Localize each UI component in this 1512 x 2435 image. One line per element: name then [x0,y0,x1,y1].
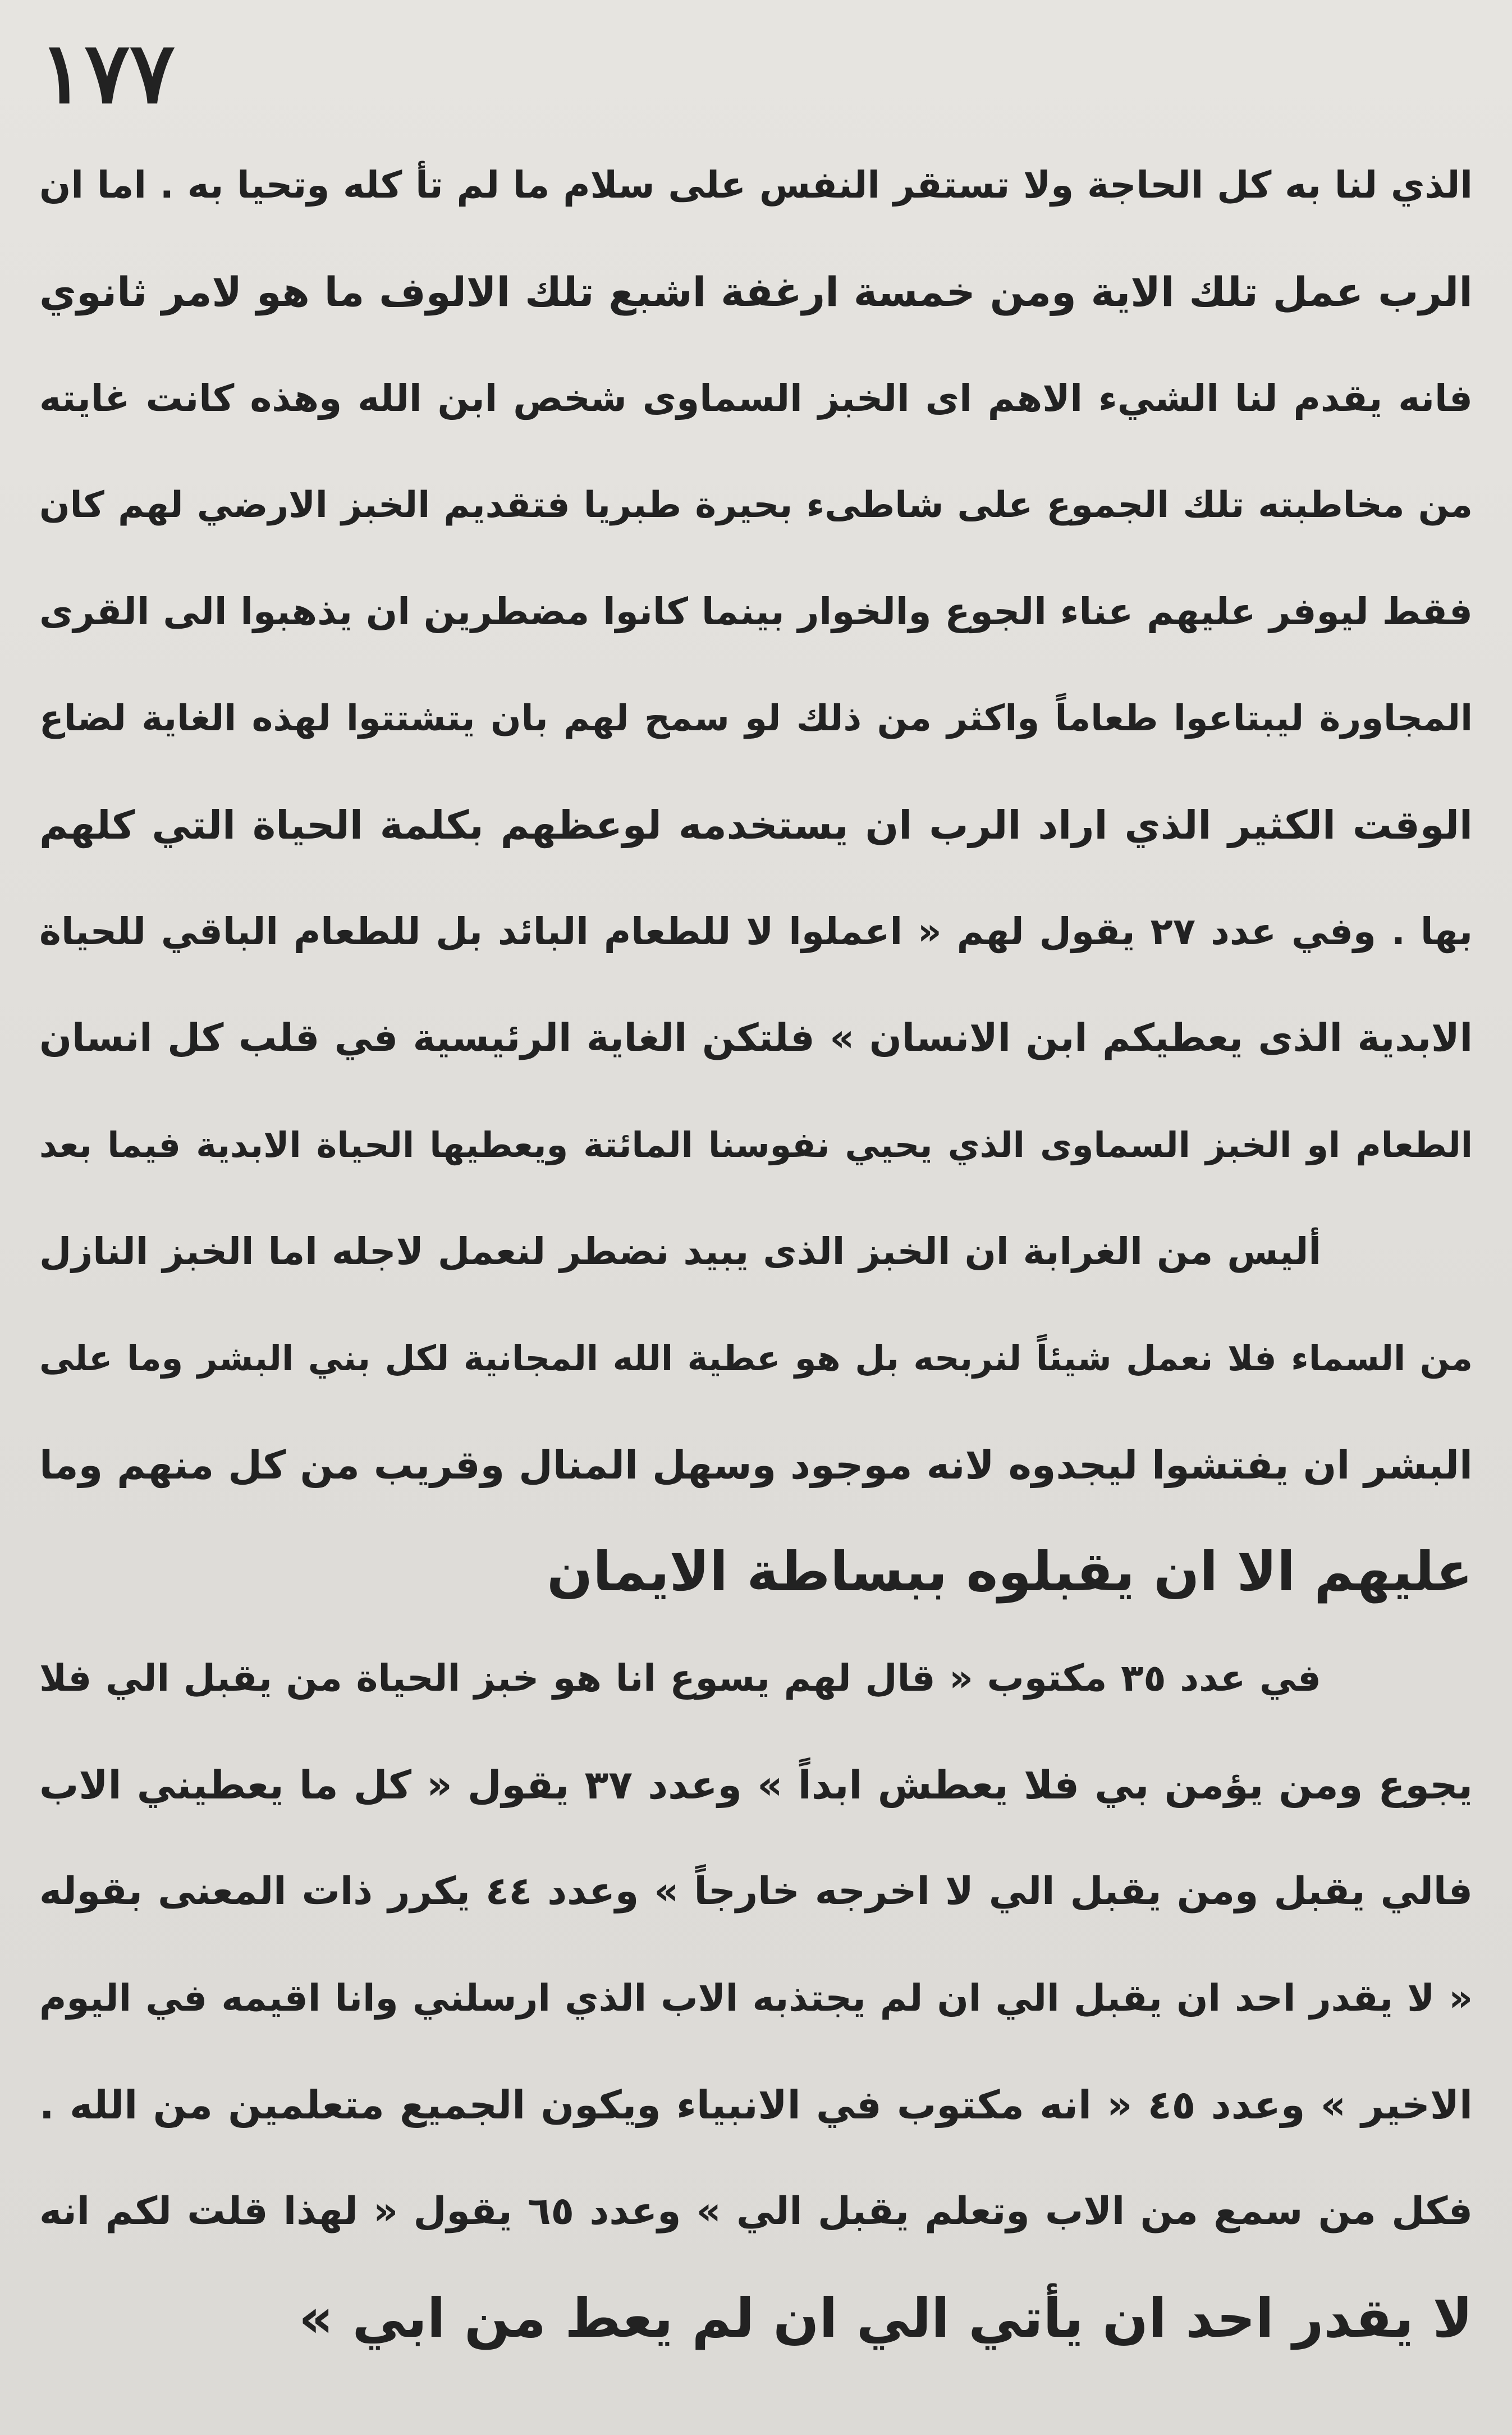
text-line: الذي لنا به كل الحاجة ولا تستقر النفس على سلام ما لم تأ كله وتحيا به . اما ان [39,163,1473,207]
text-line: « لا يقدر احد ان يقبل الي ان لم يجتذبه الاب الذي ارسلني وانا اقيمه في اليوم [39,1976,1473,2020]
text-line: فالي يقبل ومن يقبل الي لا اخرجه خارجاً » وعدد ٤٤ يكرر ذات المعنى بقوله [39,1869,1473,1914]
text-line: في عدد ٣٥ مكتوب « قال لهم يسوع انا هو خبز الحياة من يقبل الي فلا [39,1656,1321,1700]
text-line: فانه يقدم لنا الشيء الاهم اى الخبز السماوى شخص ابن الله وهذه كانت غايته [39,377,1473,420]
page-number: ١٧٧ [39,24,175,122]
text-line: من مخاطبته تلك الجموع على شاطىء بحيرة طبريا فتقديم الخبز الارضي لهم كان [39,484,1473,526]
text-line: المجاورة ليبتاعوا طعاماً واكثر من ذلك لو سمح لهم بان يتشتتوا لهذه الغاية لضاع [39,698,1473,739]
text-line: بها . وفي عدد ٢٧ يقول لهم « اعملوا لا للطعام البائد بل للطعام الباقي للحياة [39,910,1473,953]
text-line: البشر ان يفتشوا ليجدوه لانه موجود وسهل المنال وقريب من كل منهم وما [39,1442,1473,1488]
text-line: لا يقدر احد ان يأتي الي ان لم يعط من ابي » [299,2287,1473,2350]
text-line: من السماء فلا نعمل شيئاً لنربحه بل هو عطية الله المجانية لكل بني البشر وما على [39,1338,1473,1379]
text-line: عليهم الا ان يقبلوه ببساطة الايمان [547,1540,1473,1603]
text-line: أليس من الغرابة ان الخبز الذى يبيد نضطر لنعمل لاجله اما الخبز النازل [39,1230,1321,1273]
text-line: فكل من سمع من الاب وتعلم يقبل الي » وعدد ٦٥ يقول « لهذا قلت لكم انه [39,2189,1473,2233]
text-line: الطعام او الخبز السماوى الذي يحيي نفوسنا المائتة ويعطيها الحياة الابدية فيما بعد [39,1124,1473,1165]
body-text [39,132,1473,2372]
text-line: فقط ليوفر عليهم عناء الجوع والخوار بينما كانوا مضطرين ان يذهبوا الى القرى [39,590,1473,633]
text-line: الرب عمل تلك الاية ومن خمسة ارغفة اشبع تلك الالوف ما هو لامر ثانوي [39,268,1473,315]
text-line: الابدية الذى يعطيكم ابن الانسان » فلتكن الغاية الرئيسية في قلب كل انسان [39,1016,1473,1060]
text-line: الوقت الكثير الذي اراد الرب ان يستخدمه لوعظهم بكلمة الحياة التي كلهم [39,802,1473,848]
text-line: الاخير » وعدد ٤٥ « انه مكتوب في الانبياء ويكون الجميع متعلمين من الله . [39,2082,1473,2128]
text-line: يجوع ومن يؤمن بي فلا يعطش ابداً » وعدد ٣٧ يقول « كل ما يعطيني الاب [39,1762,1473,1808]
